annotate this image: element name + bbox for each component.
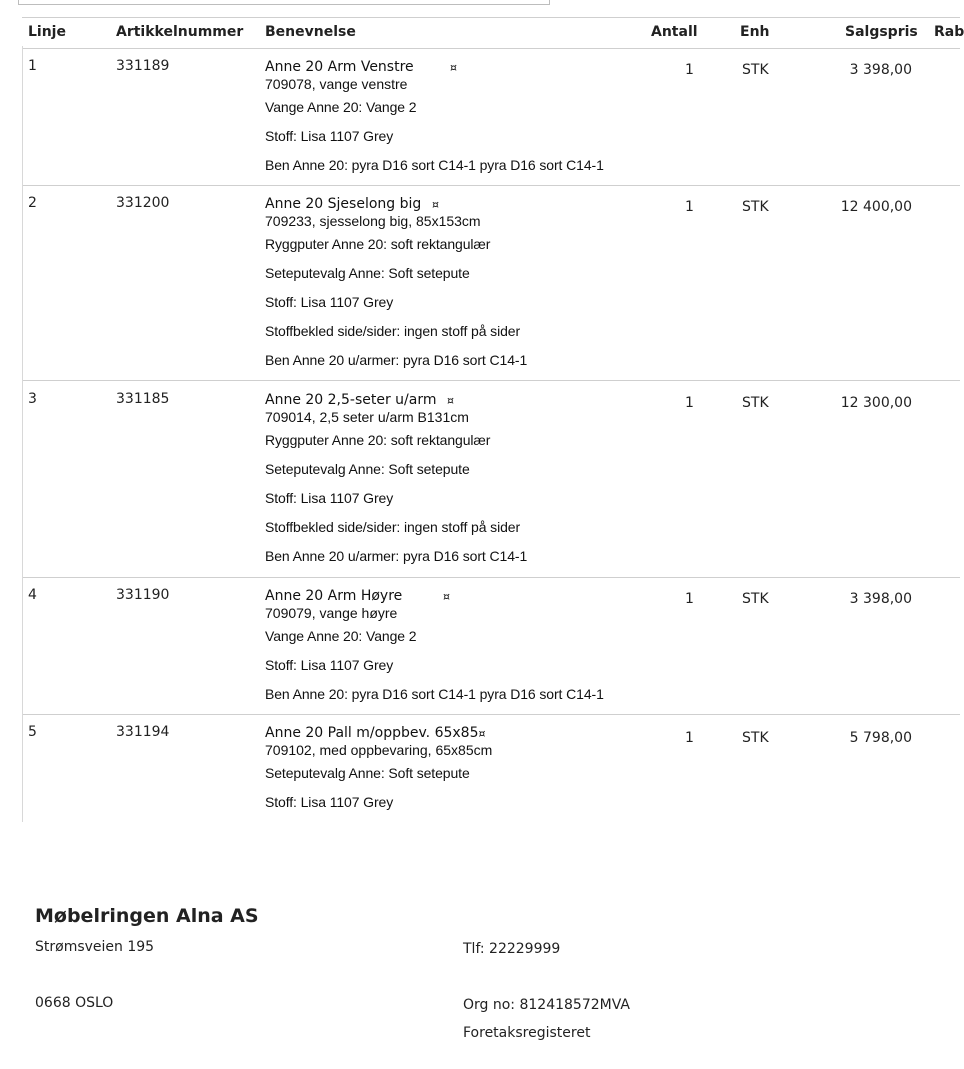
row-divider	[22, 714, 960, 715]
row-quantity: 1	[685, 62, 694, 78]
currency-icon: ¤	[443, 590, 450, 603]
row-divider	[22, 577, 960, 578]
table-header	[0, 22, 964, 46]
row-line-number: 5	[28, 724, 37, 740]
item-option: Ben Anne 20 u/armer: pyra D16 sort C14-1	[265, 352, 528, 368]
item-option: Seteputevalg Anne: Soft setepute	[265, 265, 470, 281]
row-quantity: 1	[685, 199, 694, 215]
header-line: Linje	[28, 24, 66, 40]
row-quantity: 1	[685, 730, 694, 746]
row-price: 5 798,00	[849, 730, 912, 746]
currency-icon: ¤	[450, 61, 457, 74]
row-unit: STK	[742, 730, 769, 746]
item-option: Vange Anne 20: Vange 2	[265, 99, 417, 115]
header-article-number: Artikkelnummer	[116, 24, 244, 40]
row-description	[265, 725, 492, 823]
item-variant: 709078, vange venstre	[265, 76, 408, 92]
company-street: Strømsveien 195	[35, 939, 155, 955]
row-line-number: 2	[28, 195, 37, 211]
row-article-number: 331194	[116, 724, 170, 740]
row-description	[265, 588, 604, 715]
row-line-number: 3	[28, 391, 37, 407]
company-org-number: Org no: 812418572MVA	[463, 997, 630, 1013]
row-unit: STK	[742, 395, 769, 411]
header-sales-price: Salgspris	[845, 24, 918, 40]
row-article-number: 331185	[116, 391, 170, 407]
row-article-number: 331190	[116, 587, 170, 603]
currency-icon: ¤	[478, 727, 486, 740]
row-description	[265, 59, 604, 186]
row-unit: STK	[742, 62, 769, 78]
company-registry: Foretaksregisteret	[463, 1025, 591, 1041]
item-name: Anne 20 Arm Høyre	[265, 588, 403, 604]
row-line-number: 4	[28, 587, 37, 603]
row-divider	[22, 380, 960, 381]
item-option: Ryggputer Anne 20: soft rektangulær	[265, 236, 491, 252]
item-option: Stoff: Lisa 1107 Grey	[265, 128, 394, 144]
item-option: Stoffbekled side/sider: ingen stoff på sider	[265, 323, 521, 339]
table-left-border	[22, 46, 23, 822]
item-variant: 709014, 2,5 seter u/arm B131cm	[265, 409, 469, 425]
item-option: Ryggputer Anne 20: soft rektangulær	[265, 432, 491, 448]
row-price: 12 400,00	[840, 199, 912, 215]
item-option: Ben Anne 20: pyra D16 sort C14-1 pyra D16 sort C14-1	[265, 157, 604, 173]
item-option: Vange Anne 20: Vange 2	[265, 628, 417, 644]
item-name: Anne 20 Sjeselong big	[265, 196, 422, 212]
currency-icon: ¤	[447, 394, 454, 407]
item-option: Seteputevalg Anne: Soft setepute	[265, 765, 470, 781]
item-variant: 709079, vange høyre	[265, 605, 398, 621]
currency-icon: ¤	[432, 198, 439, 211]
company-postal: 0668 OSLO	[35, 995, 114, 1011]
top-box-border	[18, 0, 550, 5]
item-option: Ben Anne 20: pyra D16 sort C14-1 pyra D16 sort C14-1	[265, 686, 604, 702]
header-description: Benevnelse	[265, 24, 356, 40]
company-phone: Tlf: 22229999	[463, 941, 561, 957]
row-divider	[22, 185, 960, 186]
item-option: Ben Anne 20 u/armer: pyra D16 sort C14-1	[265, 548, 528, 564]
row-price: 12 300,00	[840, 395, 912, 411]
row-line-number: 1	[28, 58, 37, 74]
row-article-number: 331189	[116, 58, 170, 74]
header-top-divider	[22, 17, 960, 18]
row-description	[265, 196, 527, 381]
row-quantity: 1	[685, 395, 694, 411]
item-variant: 709233, sjesselong big, 85x153cm	[265, 213, 481, 229]
header-quantity: Antall	[651, 24, 698, 40]
row-unit: STK	[742, 591, 769, 607]
item-name: Anne 20 Arm Venstre	[265, 59, 414, 75]
item-name: Anne 20 Pall m/oppbev. 65x85	[265, 725, 479, 741]
item-option: Stoffbekled side/sider: ingen stoff på sider	[265, 519, 521, 535]
row-description	[265, 392, 527, 577]
header-unit: Enh	[740, 24, 770, 40]
company-name: Møbelringen Alna AS	[35, 905, 259, 927]
item-option: Seteputevalg Anne: Soft setepute	[265, 461, 470, 477]
item-option: Stoff: Lisa 1107 Grey	[265, 657, 394, 673]
row-article-number: 331200	[116, 195, 170, 211]
row-unit: STK	[742, 199, 769, 215]
item-name: Anne 20 2,5-seter u/arm	[265, 392, 437, 408]
item-option: Stoff: Lisa 1107 Grey	[265, 490, 394, 506]
header-discount: Rab	[934, 24, 964, 40]
item-option: Stoff: Lisa 1107 Grey	[265, 794, 394, 810]
header-divider	[22, 48, 960, 49]
row-price: 3 398,00	[849, 591, 912, 607]
item-option: Stoff: Lisa 1107 Grey	[265, 294, 394, 310]
row-price: 3 398,00	[849, 62, 912, 78]
item-variant: 709102, med oppbevaring, 65x85cm	[265, 742, 493, 758]
row-quantity: 1	[685, 591, 694, 607]
